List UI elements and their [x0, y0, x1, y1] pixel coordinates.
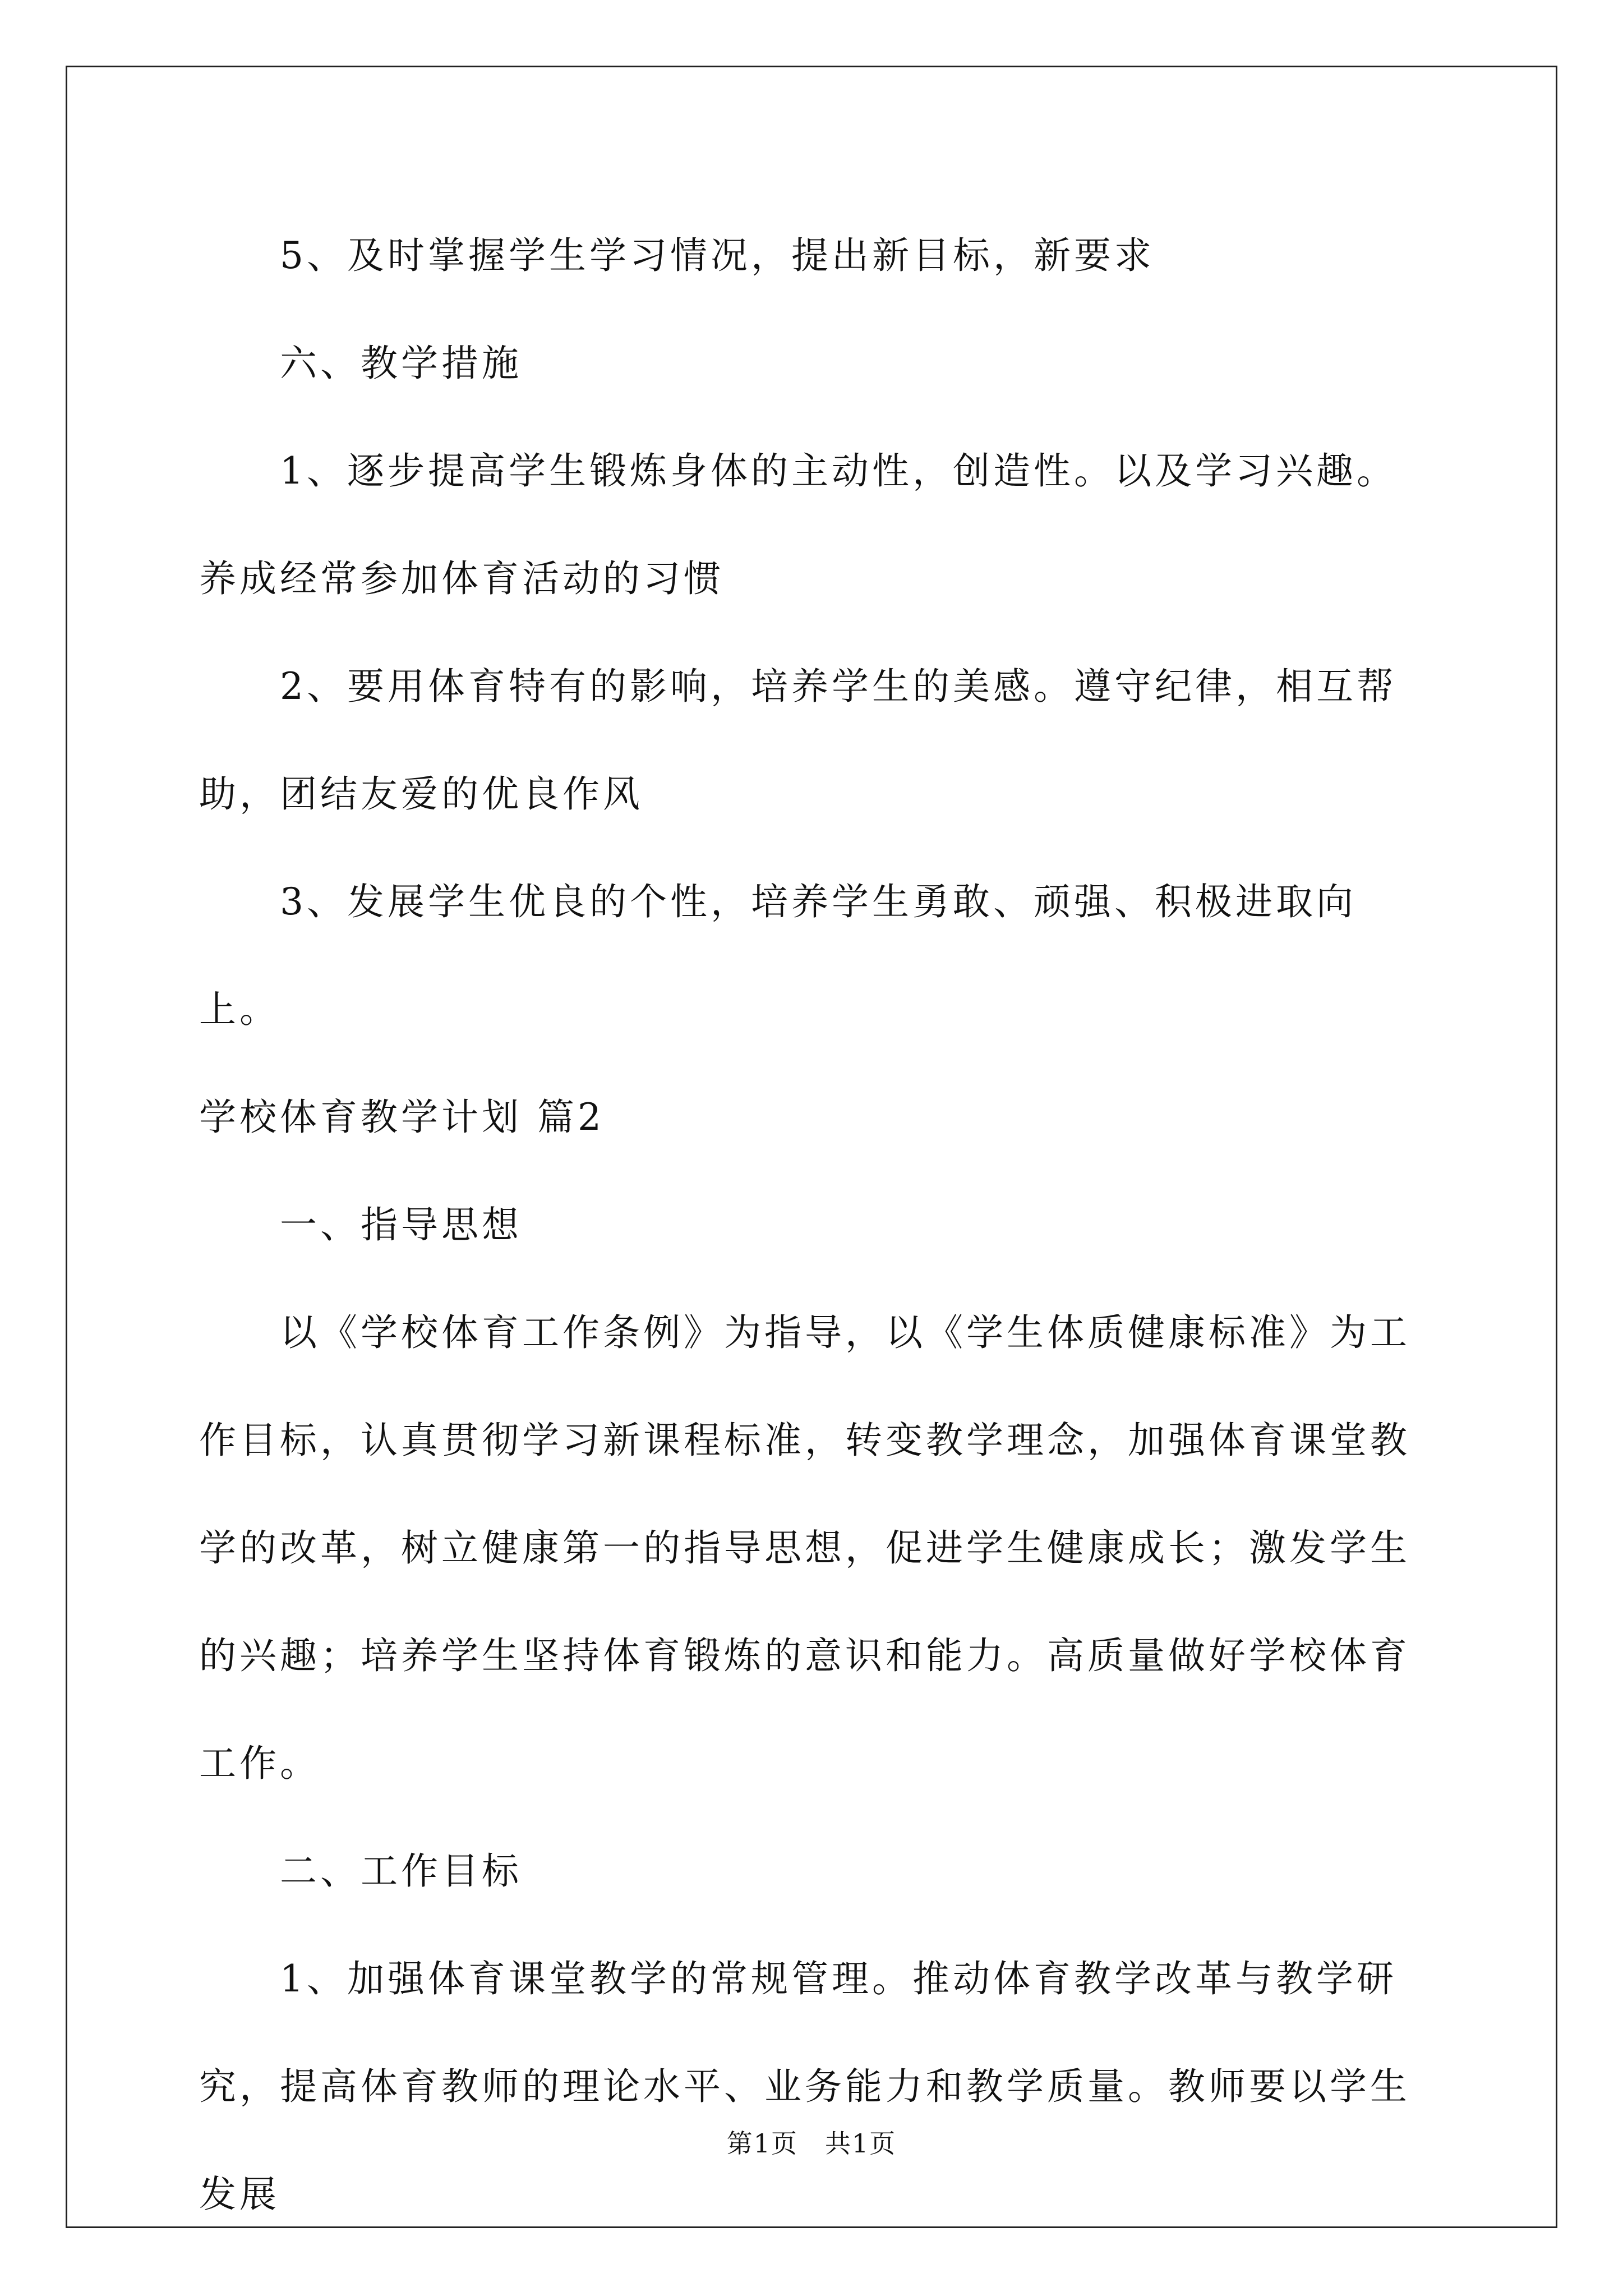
paragraph: 3、发展学生优良的个性，培养学生勇敢、顽强、积极进取向上。 — [199, 880, 1357, 1031]
page-footer: 第1页 共1页 — [726, 2128, 897, 2159]
paragraph: 1、逐步提高学生锻炼身体的主动性，创造性。以及学习兴趣。养成经常参加体育活动的习惯 — [199, 449, 1397, 600]
document-title: 学校体育教学计划 篇2 — [199, 1096, 605, 1139]
section-heading: 六、教学措施 — [280, 342, 522, 385]
paragraph: 以《学校体育工作条例》为指导，以《学生体质健康标准》为工作目标，认真贯彻学习新课程标准，转变教学理念，加强体育课堂教学的改革，树立健康第一的指导思想，促进学生健康成长；激发学生的兴趣；培养学生坚持体育锻炼的意识和能力。高质量做好学校体育工作。 — [199, 1311, 1410, 1785]
paragraph: 2、要用体育特有的影响，培养学生的美感。遵守纪律，相互帮助，团结友爱的优良作风 — [199, 665, 1397, 816]
document-body — [199, 202, 1433, 2248]
paragraph: 5、及时掌握学生学习情况，提出新目标，新要求 — [280, 234, 1155, 277]
section-heading: 二、工作目标 — [280, 1849, 522, 1893]
paragraph: 1、加强体育课堂教学的常规管理。推动体育教学改革与教学研究，提高体育教师的理论水平、业务能力和教学质量。教师要以学生发展 — [199, 1957, 1410, 2216]
section-heading: 一、指导思想 — [280, 1203, 522, 1246]
